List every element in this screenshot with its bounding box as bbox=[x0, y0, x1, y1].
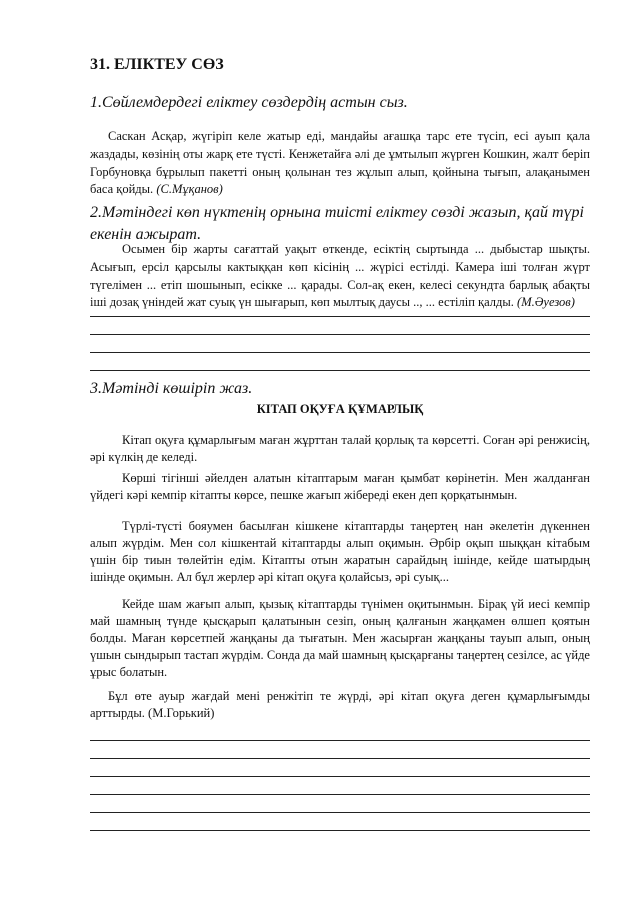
task2-instruction: 2.Мәтіндегі көп нүктенің орнына тиісті еліктеу сөзді жазып, қай түрі екенін ажырат. bbox=[90, 204, 584, 243]
paragraph-text: Кейде шам жағып алып, қызық кітаптарды түнімен оқитынмын. Бірақ үй иесі кемпір май шамның түнде қысқарып қалатынын сезіп, оның қалғанын жаңқамен өлшеп қоятын болды. Маған көрсетпей жаңқаны да тығатын. Мен жасырған жаңқаны тауып алып, оның үшын сындырып тастап жүрдім. Сонда да май шамның қысқарғаны таңертең сезілсе, ас үйде ұрыс болатын. bbox=[90, 597, 590, 679]
task1-instruction: 1.Сөйлемдердегі еліктеу сөздердің астын сыз. bbox=[90, 94, 408, 111]
answer-line[interactable] bbox=[90, 370, 590, 371]
task3-paragraph-1 bbox=[90, 432, 590, 466]
answer-line[interactable] bbox=[90, 776, 590, 777]
paragraph-text: Кітап оқуға құмарлығым маған жұрттан талай қорлық та көрсетті. Соған әрі ренжисің, әрі күлкің де келеді. bbox=[90, 433, 590, 464]
task3-paragraph-5 bbox=[90, 688, 590, 722]
task2-text bbox=[90, 241, 590, 312]
answer-line[interactable] bbox=[90, 794, 590, 795]
task1-body: Саскан Асқар, жүгіріп келе жатыр еді, мандайы ағашқа тарс ете түсіп, есі ауып қала жаздады, көзінің оты жарқ ете түсті. Кенжетайға әлі де ұмтылып жүрген Кошкин, жалт беріп Горбуновқа бұрылып пакетті оның қолынан тез жұлып алып, қойнына тығып, алақанымен баса қойды. bbox=[90, 129, 590, 197]
paragraph-text: Көрші тігінші әйелден алатын кітаптарым маған қымбат көрінетін. Мен жалданған үйдегі кәрі кемпір кітапты көрсе, пешке жағып жібереді екен деп қорқатынмын. bbox=[90, 471, 590, 502]
text-heading: КІТАП ОҚУҒА ҚҰМАРЛЫҚ bbox=[256, 402, 424, 416]
answer-line[interactable] bbox=[90, 758, 590, 759]
answer-line[interactable] bbox=[90, 316, 590, 317]
task3-paragraph-3 bbox=[90, 518, 590, 586]
answer-line[interactable] bbox=[90, 812, 590, 813]
task1-author: (С.Мұқанов) bbox=[156, 182, 223, 197]
task3-instruction: 3.Мәтінді көшіріп жаз. bbox=[90, 380, 253, 397]
paragraph-text: Түрлі-түсті бояумен басылған кішкене кітаптарды таңертең нан әкелетін дүкеннен алып жүрдім. Мен сол кішкентай кітаптарды алып оқимын. Әрбір оқып шыққан кітабым үшін бір тиын төлейтін едім. Кітапты отын жаратын сарайдың ішінде, кейде шатырдың ішінде оқимын. Ал бұл жерлер әрі кітап оқуға қолайсыз, әрі суық... bbox=[90, 519, 590, 584]
paragraph-text: Бұл өте ауыр жағдай мені ренжітіп те жүрді, әрі кітап оқуға деген құмарлығымды арттырды. (М.Горький) bbox=[90, 689, 590, 720]
answer-line[interactable] bbox=[90, 740, 590, 741]
task3-paragraph-2 bbox=[90, 470, 590, 504]
answer-line[interactable] bbox=[90, 334, 590, 335]
answer-line[interactable] bbox=[90, 830, 590, 831]
task2-author: (М.Әуезов) bbox=[517, 295, 575, 310]
answer-line[interactable] bbox=[90, 352, 590, 353]
task1-text bbox=[90, 128, 590, 199]
task3-paragraph-4 bbox=[90, 596, 590, 681]
task2-body: Осымен бір жарты сағаттай уақыт өткенде, есіктің сыртында ... дыбыстар шықты. Асығып, ерсіл қарсылы кактыққан көп кісінің ... жүрісі естілді. Камера іші толған жүрт түгелімен ... етіп шошынып, есікке ... қарады. Сол-ақ екен, келесі секундта барлық абақты іші дозақ үніндей жат суық үн шығарып, көп мылтық даусы .., ... естіліп қалды. bbox=[90, 242, 590, 310]
worksheet-title: 31. ЕЛІКТЕУ СӨЗ bbox=[90, 56, 224, 73]
